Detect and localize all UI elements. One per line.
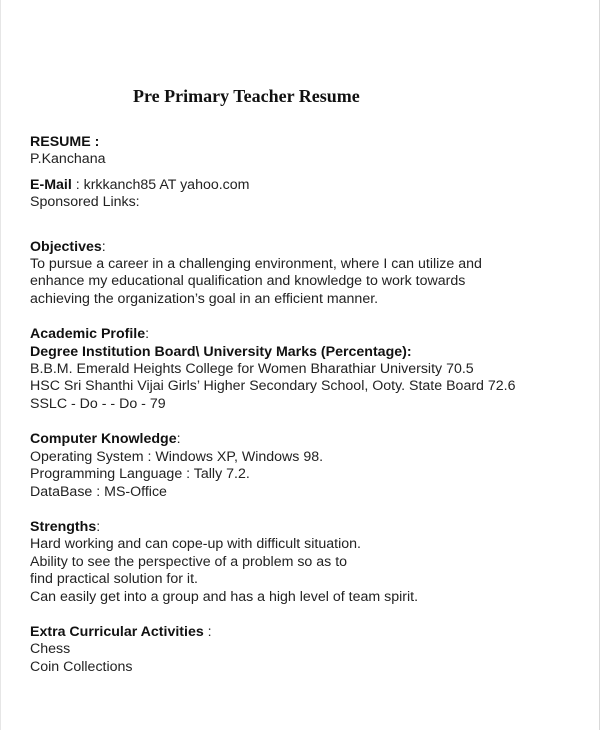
- objectives-colon: :: [101, 238, 106, 255]
- computer-line: Programming Language : Tally 7.2.: [30, 466, 250, 483]
- computer-line: Operating System : Windows XP, Windows 98.: [30, 448, 324, 465]
- extra-heading-line: [30, 624, 590, 641]
- spacer: [30, 606, 590, 624]
- extra-line: Coin Collections: [30, 658, 133, 675]
- spacer: [30, 501, 590, 519]
- strengths-line: Can easily get into a group and has a high level of team spirit.: [30, 588, 419, 605]
- spacer: [30, 169, 590, 177]
- spacer: [30, 308, 590, 326]
- spacer: [30, 212, 590, 239]
- objectives-line: achieving the organization’s goal in an efficient manner.: [30, 290, 379, 307]
- sponsored-links: Sponsored Links:: [30, 194, 140, 211]
- candidate-name: P.Kanchana: [30, 151, 106, 168]
- resume-body: [30, 134, 590, 676]
- email-value: : krkkanch85 AT yahoo.com: [75, 176, 250, 193]
- computer-heading-line: [30, 431, 590, 448]
- academic-subheading: Degree Institution Board\ University Marks (Percentage):: [30, 343, 412, 360]
- email-line: [30, 177, 590, 194]
- computer-heading: Computer Knowledge: [30, 431, 177, 448]
- resume-label: RESUME :: [30, 134, 100, 150]
- extra-curricular-section: [30, 624, 590, 676]
- academic-heading: Academic Profile: [30, 326, 146, 343]
- academic-line: B.B.M. Emerald Heights College for Women Bharathiar University 70.5: [30, 361, 474, 378]
- extra-line: Chess: [30, 641, 71, 658]
- extra-heading: Extra Curricular Activities: [30, 623, 204, 640]
- document-title: Pre Primary Teacher Resume: [133, 86, 360, 106]
- page-left-edge: [0, 0, 1, 730]
- email-label: E-Mail: [30, 176, 72, 193]
- strengths-heading: Strengths: [30, 518, 97, 535]
- objectives-heading-line: [30, 239, 590, 256]
- computer-colon: :: [176, 431, 181, 448]
- objectives-line: enhance my educational qualification and knowledge to work towards: [30, 273, 466, 290]
- computer-section: [30, 431, 590, 501]
- academic-section: [30, 326, 590, 413]
- strengths-line: find practical solution for it.: [30, 571, 198, 588]
- extra-colon: :: [203, 623, 212, 640]
- objectives-heading: Objectives: [30, 238, 102, 255]
- academic-line: SSLC - Do - - Do - 79: [30, 395, 166, 412]
- computer-line: DataBase : MS-Office: [30, 483, 167, 500]
- strengths-section: [30, 519, 590, 606]
- academic-line: HSC Sri Shanthi Vijai Girls’ Higher Secondary School, Ooty. State Board 72.6: [30, 378, 516, 395]
- academic-colon: :: [145, 326, 150, 343]
- strengths-line: Hard working and can cope-up with difficult situation.: [30, 536, 361, 553]
- objectives-line: To pursue a career in a challenging environment, where I can utilize and: [30, 256, 482, 273]
- objectives-section: [30, 239, 590, 309]
- strengths-colon: :: [96, 518, 101, 535]
- spacer: [30, 413, 590, 431]
- strengths-heading-line: [30, 519, 590, 536]
- strengths-line: Ability to see the perspective of a problem so as to: [30, 553, 348, 570]
- academic-heading-line: [30, 326, 590, 343]
